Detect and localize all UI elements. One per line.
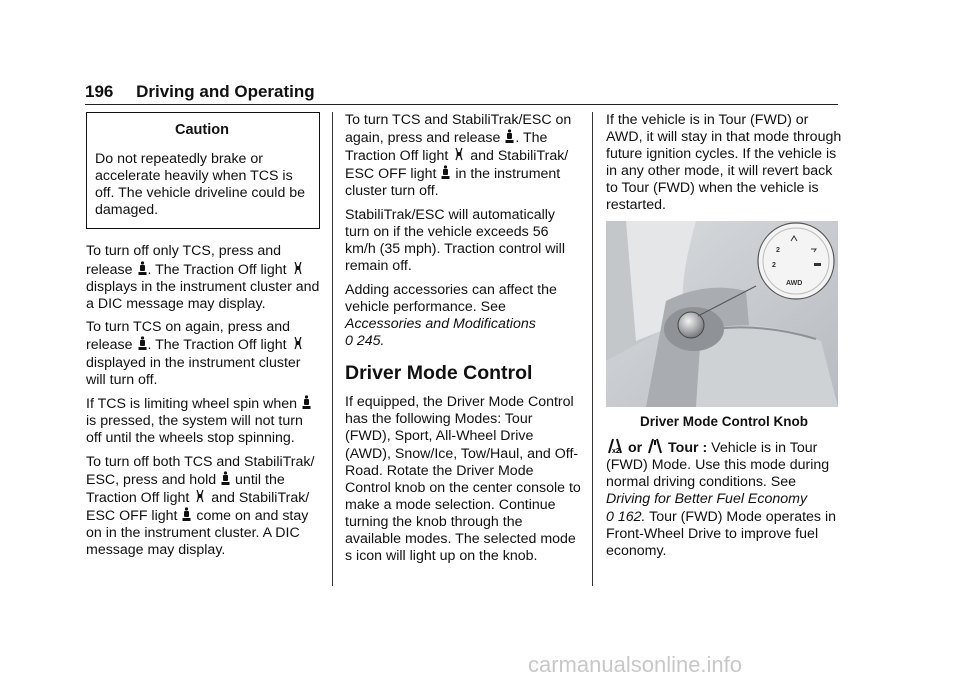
column-divider	[592, 112, 593, 586]
column-3	[606, 112, 842, 566]
caution-box	[86, 112, 320, 229]
tour-mode-alt-icon	[647, 438, 663, 454]
paragraph: If equipped, the Driver Mode Control has the following Modes: Tour (FWD), Sport, All-Wheel Drive (AWD), Snow/Ice, Tow/Haul, and Off-Road. Rotate the Driver Mode Control knob on the center console to make a mode selection. Continue turning the knob through the available modes. The selected mode s icon will light up on the knob.	[345, 394, 581, 565]
traction-off-light-icon	[453, 147, 465, 162]
traction-off-light-icon	[292, 261, 304, 276]
page-reference[interactable]: 0 245.	[345, 333, 385, 350]
traction-off-light-icon	[292, 336, 304, 351]
paragraph: If TCS is limiting wheel spin when is pressed, the system will not turn off until the wheels stop spinning.	[86, 395, 322, 447]
knob-mode-label: 2	[776, 247, 780, 255]
esc-off-light-icon	[441, 165, 450, 180]
tcs-button-icon	[505, 129, 514, 144]
cross-reference-link[interactable]: Driving for Better Fuel Economy	[606, 491, 808, 508]
caution-title: Caution	[175, 122, 229, 138]
column-divider	[332, 112, 333, 586]
paragraph: StabiliTrak/ESC will automatically turn on if the vehicle exceeds 56 km/h (35 mph). Traction control will remain off.	[345, 206, 565, 275]
paragraph: If the vehicle is in Tour (FWD) or AWD, it will stay in that mode through future ignition cycles. If the vehicle is in any other mode, it will revert back to Tour (FWD) when the vehicle is restarted.	[606, 112, 842, 214]
svg-text:x2: x2	[612, 448, 620, 455]
esc-off-light-icon	[182, 507, 191, 522]
page-number: 196	[85, 82, 114, 101]
watermark: carmanualsonline.info	[528, 652, 743, 677]
paragraph: Adding accessories can affect the vehicle performance. See Accessories and Modifications 0 245.	[345, 281, 557, 350]
paragraph: To turn off only TCS, press and release . The Traction Off light displays in the instrument cluster and a DIC message may display.	[86, 243, 320, 312]
paragraph: To turn off both TCS and StabiliTrak/ ESC, press and hold until the Traction Off light and StabiliTrak/ ESC OFF light come on and stay on in the instrument cluster. A DIC message may display.	[86, 454, 315, 559]
tcs-button-icon	[302, 395, 311, 410]
column-2	[345, 112, 581, 572]
paragraph: x2 or Tour : Vehicle is in Tour (FWD) Mode. Use this mode during normal driving conditions. See Driving for Better Fuel Economy 0 162. Tour (FWD) Mode operates in Front-Wheel Drive to improve fuel economy.	[606, 440, 837, 559]
section-heading: Driver Mode Control	[345, 362, 533, 385]
paragraph: To turn TCS and StabiliTrak/ESC on again, press and release . The Traction Off light and StabiliTrak/ ESC OFF light in the instrument cluster turn off.	[345, 112, 572, 200]
page-header	[85, 82, 315, 102]
caution-text: Do not repeatedly brake or accelerate heavily when TCS is off. The vehicle driveline could be damaged.	[95, 151, 306, 219]
traction-off-light-icon	[194, 489, 206, 504]
knob-awd-label: AWD	[786, 280, 803, 288]
cross-reference-link[interactable]: Accessories and Modifications	[345, 316, 536, 333]
paragraph: To turn TCS on again, press and release . The Traction Off light displayed in the instrument cluster will turn off.	[86, 319, 322, 388]
driver-mode-knob-image	[606, 221, 838, 407]
page-section-title: Driving and Operating	[136, 82, 315, 101]
header-divider	[85, 104, 838, 105]
figure-caption: Driver Mode Control Knob	[640, 414, 808, 430]
tcs-button-icon	[138, 336, 147, 351]
tour-mode-icon	[607, 438, 623, 454]
column-1	[86, 112, 322, 566]
knob-mode-label: 2	[772, 262, 776, 270]
page-reference[interactable]: 0 162.	[606, 508, 646, 525]
tcs-button-icon	[221, 471, 230, 486]
tcs-button-icon	[138, 261, 147, 276]
